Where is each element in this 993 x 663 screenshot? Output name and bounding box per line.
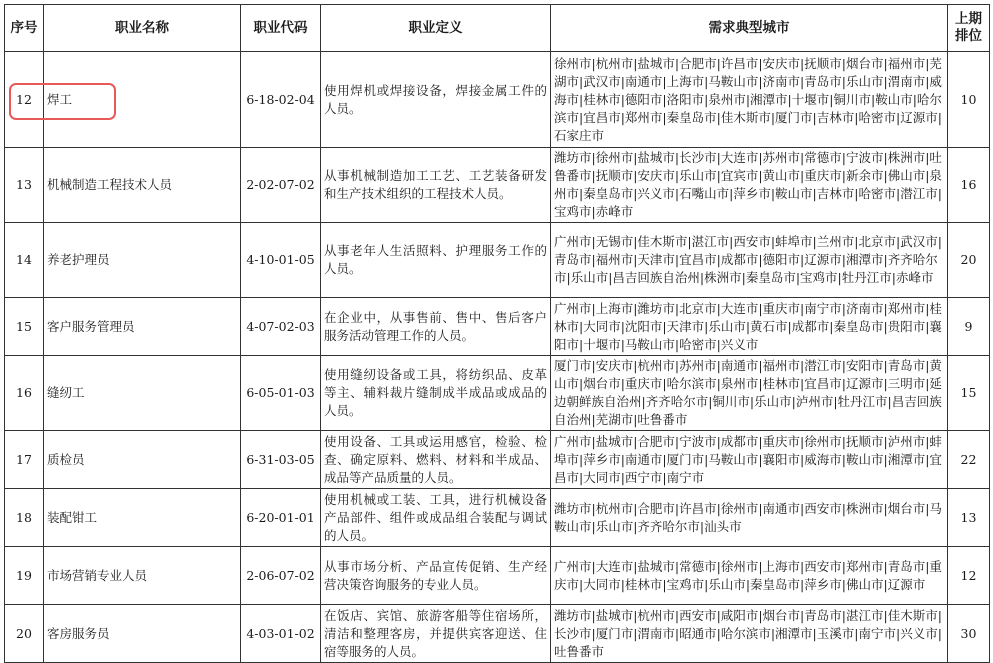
demand-cities: 徐州市|杭州市|盐城市|合肥市|许昌市|安庆市|抚顺市|烟台市|福州市|芜湖市|武汉市|南通市|上海市|马鞍山市|济南市|青岛市|乐山市|渭南市|威海市|桂林市|德阳市|洛阳市|泉州市|湘潭市|十堰市|铜川市|鞍山市|哈尔滨市|宜昌市|郑州市|秦皇岛市|佳木斯市|厦门市|吉林市|哈密市|辽源市|石家庄市 [551, 52, 948, 148]
prev-rank: 22 [948, 431, 990, 489]
table-row [5, 356, 990, 431]
occupation-code: 4-03-01-02 [241, 605, 321, 663]
occupation-name: 装配钳工 [44, 489, 241, 547]
occupation-code: 6-20-01-01 [241, 489, 321, 547]
table-row [5, 489, 990, 547]
highlight-box [9, 83, 116, 120]
header-cities: 需求典型城市 [551, 5, 948, 52]
demand-cities: 潍坊市|杭州市|合肥市|许昌市|徐州市|南通市|西安市|株洲市|烟台市|马鞍山市|乐山市|齐齐哈尔市|汕头市 [551, 489, 948, 547]
occupation-code: 6-31-03-05 [241, 431, 321, 489]
occupation-name: 缝纫工 [44, 356, 241, 431]
row-number: 18 [5, 489, 44, 547]
row-number: 13 [5, 148, 44, 223]
demand-cities: 广州市|上海市|潍坊市|北京市|大连市|重庆市|南宁市|济南市|郑州市|桂林市|大同市|沈阳市|天津市|乐山市|黄石市|成都市|秦皇岛市|贵阳市|襄阳市|十堰市|马鞍山市|哈密市|兴义市 [551, 298, 948, 356]
occupation-definition: 从事机械制造加工工艺、工艺装备研发和生产技术组织的工程技术人员。 [321, 148, 551, 223]
prev-rank: 15 [948, 356, 990, 431]
row-number: 16 [5, 356, 44, 431]
header-name: 职业名称 [44, 5, 241, 52]
occupation-name: 市场营销专业人员 [44, 547, 241, 605]
occupation-definition: 在企业中，从事售前、售中、售后客户服务活动管理工作的人员。 [321, 298, 551, 356]
occupation-code: 2-02-07-02 [241, 148, 321, 223]
occupation-table [4, 4, 990, 663]
header-prev-rank [948, 5, 990, 52]
table-body [5, 52, 990, 663]
occupation-definition: 使用设备、工具或运用感官，检验、检查、确定原料、燃料、材料和半成品、成品等产品质量的人员。 [321, 431, 551, 489]
table-row [5, 605, 990, 663]
row-number: 15 [5, 298, 44, 356]
demand-cities: 广州市|无锡市|佳木斯市|湛江市|西安市|蚌埠市|兰州市|北京市|武汉市|青岛市|福州市|天津市|宜昌市|成都市|德阳市|辽源市|湘潭市|齐齐哈尔市|乐山市|昌吉回族自治州|株洲市|秦皇岛市|宝鸡市|牡丹江市|赤峰市 [551, 223, 948, 298]
occupation-name: 焊工 [44, 52, 241, 148]
occupation-name: 机械制造工程技术人员 [44, 148, 241, 223]
prev-rank: 12 [948, 547, 990, 605]
occupation-definition: 使用缝纫设备或工具，将纺织品、皮革等主、辅料裁片缝制成半成品或成品的人员。 [321, 356, 551, 431]
table-row [5, 148, 990, 223]
header-code: 职业代码 [241, 5, 321, 52]
demand-cities: 广州市|盐城市|合肥市|宁波市|成都市|重庆市|徐州市|抚顺市|泸州市|蚌埠市|萍乡市|南通市|厦门市|马鞍山市|襄阳市|威海市|鞍山市|湘潭市|宜昌市|大同市|西宁市|南宁市 [551, 431, 948, 489]
prev-rank: 9 [948, 298, 990, 356]
occupation-definition: 使用焊机或焊接设备，焊接金属工件的人员。 [321, 52, 551, 148]
row-number: 20 [5, 605, 44, 663]
occupation-name: 客户服务管理员 [44, 298, 241, 356]
occupation-code: 6-18-02-04 [241, 52, 321, 148]
demand-cities: 潍坊市|盐城市|杭州市|西安市|咸阳市|烟台市|青岛市|湛江市|佳木斯市|长沙市|厦门市|渭南市|昭通市|哈尔滨市|湘潭市|玉溪市|南宁市|兴义市|吐鲁番市 [551, 605, 948, 663]
occupation-definition: 使用机械或工装、工具，进行机械设备产品部件、组件或成品组合装配与调试的人员。 [321, 489, 551, 547]
header-no: 序号 [5, 5, 44, 52]
occupation-definition: 从事市场分析、产品宣传促销、生产经营决策咨询服务的专业人员。 [321, 547, 551, 605]
prev-rank: 10 [948, 52, 990, 148]
row-number: 19 [5, 547, 44, 605]
occupation-name: 质检员 [44, 431, 241, 489]
header-prev-rank-line1: 上期 [955, 11, 982, 27]
occupation-name: 养老护理员 [44, 223, 241, 298]
table-row [5, 431, 990, 489]
prev-rank: 16 [948, 148, 990, 223]
table-row [5, 547, 990, 605]
header-prev-rank-line2: 排位 [955, 28, 982, 44]
prev-rank: 30 [948, 605, 990, 663]
prev-rank: 13 [948, 489, 990, 547]
occupation-code: 6-05-01-03 [241, 356, 321, 431]
table-row [5, 298, 990, 356]
table-row [5, 223, 990, 298]
row-number: 17 [5, 431, 44, 489]
occupation-code: 4-10-01-05 [241, 223, 321, 298]
occupation-code: 4-07-02-03 [241, 298, 321, 356]
table-header [5, 5, 990, 52]
occupation-name: 客房服务员 [44, 605, 241, 663]
occupation-definition: 从事老年人生活照料、护理服务工作的人员。 [321, 223, 551, 298]
demand-cities: 潍坊市|徐州市|盐城市|长沙市|大连市|苏州市|常德市|宁波市|株洲市|吐鲁番市|抚顺市|安庆市|乐山市|宜宾市|黄山市|重庆市|新余市|佛山市|泉州市|秦皇岛市|兴义市|石嘴山市|萍乡市|鞍山市|吉林市|哈密市|潜江市|宝鸡市|赤峰市 [551, 148, 948, 223]
demand-cities: 厦门市|安庆市|杭州市|苏州市|南通市|福州市|潜江市|安阳市|青岛市|黄山市|烟台市|重庆市|哈尔滨市|泉州市|桂林市|宜昌市|辽源市|三明市|延边朝鲜族自治州|齐齐哈尔市|铜川市|乐山市|泸州市|牡丹江市|昌吉回族自治州|芜湖市|吐鲁番市 [551, 356, 948, 431]
occupation-definition: 在饭店、宾馆、旅游客船等住宿场所，清洁和整理客房，并提供宾客迎送、住宿等服务的人员。 [321, 605, 551, 663]
demand-cities: 广州市|大连市|盐城市|常德市|徐州市|上海市|西安市|郑州市|青岛市|重庆市|大同市|桂林市|宝鸡市|乐山市|秦皇岛市|萍乡市|佛山市|辽源市 [551, 547, 948, 605]
header-definition: 职业定义 [321, 5, 551, 52]
row-number: 14 [5, 223, 44, 298]
row-number: 12 [5, 52, 44, 148]
prev-rank: 20 [948, 223, 990, 298]
table-row [5, 52, 990, 148]
occupation-code: 2-06-07-02 [241, 547, 321, 605]
